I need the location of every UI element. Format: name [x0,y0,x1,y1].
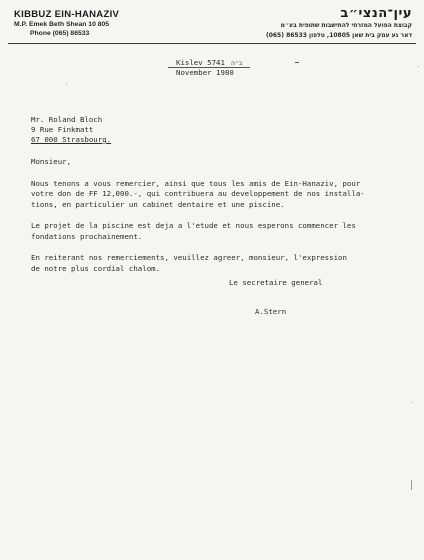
date-underline [168,67,250,68]
recipient-name: Mr. Roland Bloch [31,115,103,124]
salutation: Monsieur, [31,157,72,166]
letter-body [31,157,411,285]
letterhead-right-hebrew [266,6,412,41]
speck [66,84,67,85]
speck [418,66,419,67]
hebrew-date: Kislev 5741 [176,58,225,67]
date-block [176,58,242,77]
paragraph-pool: Le projet de la piscine est deja a l'etude et nous esperons commencer les fondations prochainement. [31,221,356,241]
paragraph-closing: En reiterant nos remerciements, veuillez agreer, monsieur, l'expression de notre plus cordial chalom. [31,253,347,273]
recipient-street: 9 Rue Finkmatt [31,125,94,134]
recipient-city: 67 000 Strasbourg. [31,135,112,144]
hebrew-blessing: ב״ה [230,60,243,67]
recipient-address [31,115,111,145]
letterhead-divider [8,43,416,44]
letterhead-hebrew-title: עין־הנצי״ב [340,6,412,21]
letterhead-address: M.P. Emek Beth Shean 10 805 [14,21,110,28]
letterhead-phone: Phone (065) 86533 [30,30,90,37]
letterhead-hebrew-subtitle: קבוצת הפועל המזרחי להתישבות שתופית בע״מ [280,22,412,29]
letterhead-title: KIBBUZ EIN-HANAZIV [14,9,120,20]
gregorian-date: November 1980 [176,68,234,77]
speck [412,402,413,403]
closing-title: Le secretaire general [229,278,323,287]
paragraph-thanks: Nous tenons a vous remercier, ainsi que tous les amis de Ein-Hanaziv, pour votre don de FF 12,000.-, qui contribuera au developpement de nos installa- tions, en particulier un cabinet dentaire et une piscine. [31,178,365,209]
dash-mark [295,62,299,63]
margin-mark [411,480,412,490]
letterhead-left [14,9,119,38]
letterhead-hebrew-address: דאר נע עמק בית שאן 10805, טלפון 86533 (065) [265,32,412,39]
signature-name: A.Stern [255,307,287,316]
